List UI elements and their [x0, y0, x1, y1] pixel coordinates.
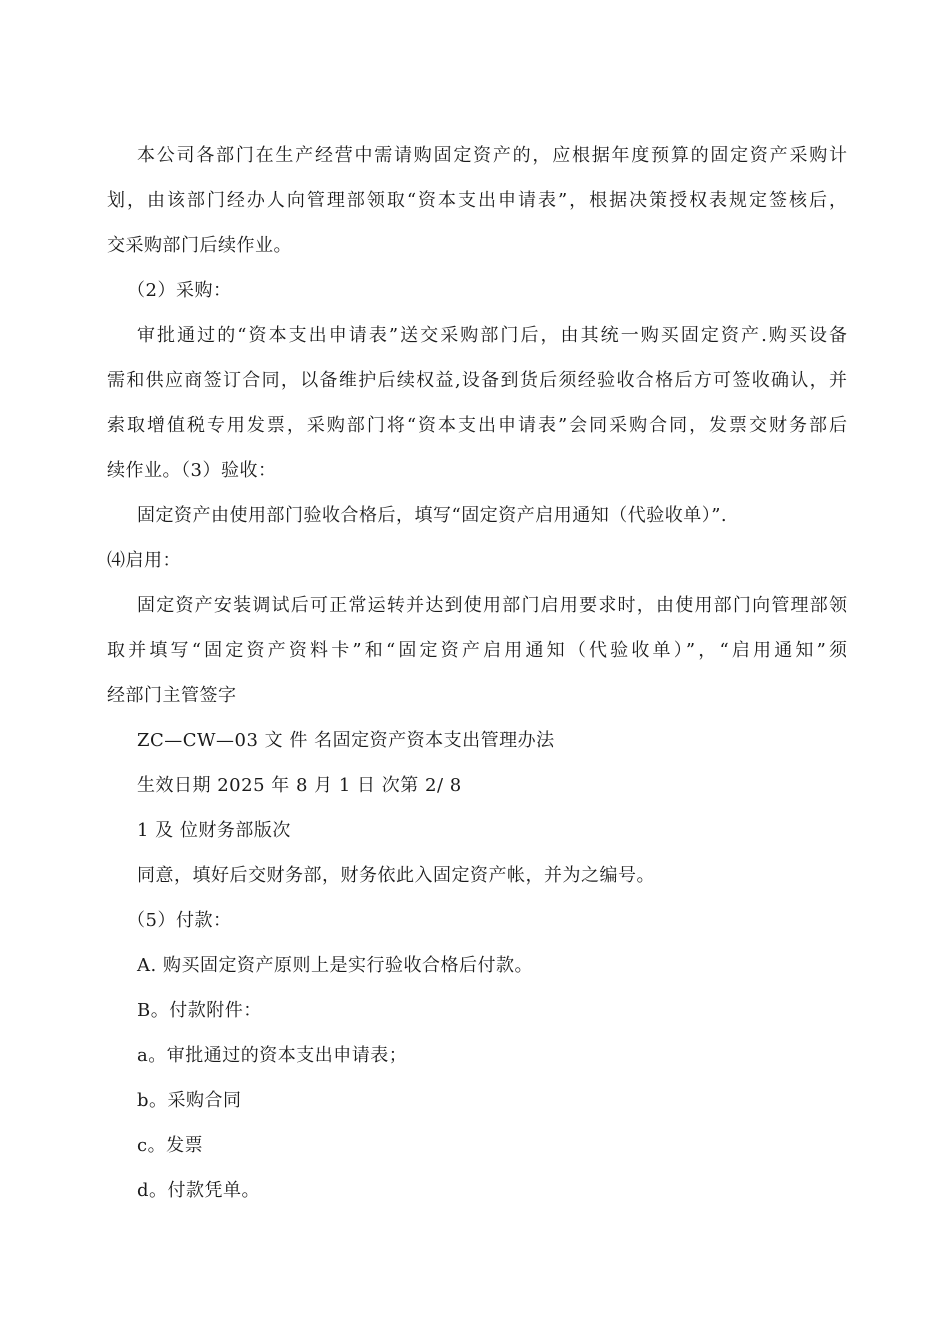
doc-header-line: ZC—CW—03 文 件 名固定资产资本支出管理办法	[137, 730, 555, 751]
section-heading-purchase: （2）采购：	[127, 280, 232, 301]
list-item: B。付款附件：	[137, 1000, 262, 1021]
list-item: a。审批通过的资本支出申请表；	[137, 1045, 408, 1066]
paragraph-line: 同意，填好后交财务部，财务依此入固定资产帐，并为之编号。	[137, 865, 655, 886]
paragraph-line: 固定资产由使用部门验收合格后，填写“固定资产启用通知（代验收单）”.	[137, 505, 728, 526]
paragraph-line: 固定资产安装调试后可正常运转并达到使用部门启用要求时，由使用部门向管理部领	[137, 595, 849, 616]
list-item: b。采购合同	[137, 1090, 242, 1111]
paragraph-line: 审批通过的“资本支出申请表”送交采购部门后，由其统一购买固定资产.购买设备	[137, 325, 850, 346]
list-item: c。发票	[137, 1135, 204, 1156]
paragraph-line: 经部门主管签字	[107, 685, 237, 706]
list-item: A. 购买固定资产原则上是实行验收合格后付款。	[137, 955, 533, 976]
paragraph-line	[137, 144, 847, 168]
paragraph-line: 索取增值税专用发票，采购部门将“资本支出申请表”会同采购合同，发票交财务部后	[107, 415, 849, 436]
doc-header-line: 生效日期 2025 年 8 月 1 日 次第 2/ 8	[137, 775, 462, 796]
doc-header-line: 1 及 位财务部版次	[137, 820, 291, 841]
section-heading-payment: （5）付款：	[127, 910, 232, 931]
paragraph-line: 续作业。（3）验收：	[107, 460, 277, 481]
paragraph-line: 取并填写“固定资产资料卡”和“固定资产启用通知（代验收单）”，“启用通知”须	[107, 640, 851, 661]
text: 本公司各部门在生产经营中需请购固定资产的，应根据年度预算的固定资产采购计	[137, 145, 849, 166]
paragraph-line: 划，由该部门经办人向管理部领取“资本支出申请表”，根据决策授权表规定签核后，	[107, 190, 849, 211]
paragraph-line: 需和供应商签订合同，以备维护后续权益,设备到货后须经验收合格后方可签收确认，并	[107, 370, 849, 391]
paragraph-line: 交采购部门后续作业。	[107, 235, 292, 256]
list-item: d。付款凭单。	[137, 1180, 261, 1201]
section-heading-activation: ⑷启用：	[107, 550, 181, 571]
